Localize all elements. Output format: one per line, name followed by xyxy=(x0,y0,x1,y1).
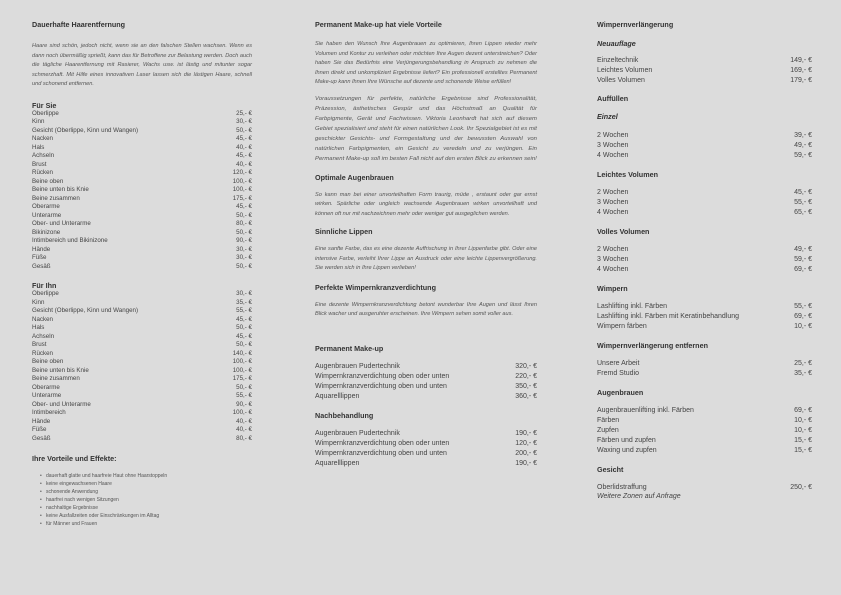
service-name: Augenbrauen Pudertechnik xyxy=(315,362,400,370)
service-name: Wimpernkranzverdichtung oben oder unten xyxy=(315,372,450,380)
service-price: 100,- € xyxy=(232,366,252,374)
for-her-price-list xyxy=(32,110,252,272)
price-row xyxy=(32,367,252,376)
service-price: 175,- € xyxy=(232,375,252,382)
service-price: 45,- € xyxy=(236,135,252,142)
refill-single-title: Einzel xyxy=(597,112,618,121)
price-row xyxy=(597,56,812,66)
eyebrows-title: Optimale Augenbrauen xyxy=(315,172,394,182)
service-name: 4 Wochen xyxy=(597,266,629,273)
service-price: 50,- € xyxy=(236,324,252,331)
price-row xyxy=(32,392,252,401)
price-row xyxy=(597,302,812,312)
service-price: 350,- € xyxy=(515,382,537,390)
service-price: 50,- € xyxy=(236,228,252,236)
price-row xyxy=(597,265,812,275)
price-row xyxy=(597,446,812,456)
service-name: Fremd Studio xyxy=(597,370,640,377)
pmu-price-list xyxy=(315,362,537,402)
service-name: Augenbrauenlifting inkl. Färben xyxy=(597,407,694,414)
face-note: Weitere Zonen auf Anfrage xyxy=(597,493,681,500)
price-row xyxy=(32,409,252,418)
service-name: Gesicht (Oberlippe, Kinn und Wangen) xyxy=(32,126,139,134)
price-row xyxy=(597,369,812,379)
service-price: 360,- € xyxy=(515,392,537,400)
service-name: Oberarme xyxy=(32,383,60,391)
service-price: 80,- € xyxy=(236,434,252,442)
price-row xyxy=(32,254,252,263)
lash-removal-title: Wimpernverlängerung entfernen xyxy=(597,341,708,350)
price-row xyxy=(597,151,812,161)
service-name: Unterarme xyxy=(32,392,62,399)
price-row xyxy=(32,341,252,350)
service-name: Aquarelllippen xyxy=(315,392,360,400)
price-row xyxy=(597,359,812,369)
price-row xyxy=(32,435,252,444)
service-name: Beine zusammen xyxy=(32,194,80,202)
price-row xyxy=(32,144,252,153)
service-price: 65,- € xyxy=(794,209,812,216)
service-name: Beine unten bis Knie xyxy=(32,186,89,193)
service-price: 80,- € xyxy=(236,220,252,227)
service-name: Oberlippe xyxy=(32,290,59,297)
service-name: Volles Volumen xyxy=(597,77,645,84)
service-name: 2 Wochen xyxy=(597,132,629,139)
service-name: Beine oben xyxy=(32,358,64,365)
service-price: 90,- € xyxy=(236,237,252,244)
lashes-price-list xyxy=(597,302,812,332)
price-row xyxy=(32,229,252,238)
pmu-prices-title: Permanent Make-up xyxy=(315,343,384,353)
new-set-title: Neuauflage xyxy=(597,39,636,48)
service-name: Gesäß xyxy=(32,262,51,270)
hair-removal-intro: Haare sind schön, jedoch nicht, wenn sie an den falschen Stellen wachsen. Wenn es dann noch übermäßig sprießt, kann das für Betroffene zur Belastung werden. Doch auch die tägliche Haarentfernung mit Rasierer, Wachs usw. ist lästig und mitunter sogar schmerzhaft. Mit Hilfe eines innovativen Laser lassen sich die lästigen Haare, schnell und schonend entfernen. xyxy=(32,43,252,87)
price-row xyxy=(32,169,252,178)
lash-extension-column xyxy=(597,20,812,500)
service-name: Rücken xyxy=(32,349,53,357)
service-name: 2 Wochen xyxy=(597,246,629,253)
service-name: Lashlifting inkl. Färben xyxy=(597,303,668,310)
service-name: Hände xyxy=(32,245,51,253)
service-name: Oberlidstraffung xyxy=(597,484,647,491)
service-name: Waxing und zupfen xyxy=(597,447,657,454)
service-price: 55,- € xyxy=(236,307,252,314)
service-price: 120,- € xyxy=(515,439,537,447)
service-price: 69,- € xyxy=(794,266,812,273)
service-price: 40,- € xyxy=(236,426,252,433)
new-set-price-list xyxy=(597,56,812,86)
service-price: 50,- € xyxy=(236,341,252,348)
price-row xyxy=(32,195,252,204)
service-price: 100,- € xyxy=(232,177,252,185)
price-row xyxy=(597,66,812,76)
eyebrows-text: So kann man bei einer unvorteilhaften Form traurig, müde , erstaunt oder gar ernst wirken. Spärliche oder ungleich wachsende Augenbrauen wirken unvorteilhaft und können oft nur mit nachzeichnen mehr oder weniger gut ausgeglichen werden. xyxy=(315,191,537,217)
price-row xyxy=(32,324,252,333)
service-name: Nacken xyxy=(32,315,53,323)
service-name: Aquarelllippen xyxy=(315,459,360,467)
price-row xyxy=(32,186,252,195)
price-row xyxy=(32,299,252,308)
price-row xyxy=(597,322,812,332)
hair-removal-column xyxy=(32,20,252,528)
for-him-title: Für Ihn xyxy=(32,281,57,290)
lashline-text: Eine dezente Wimpernkranzverdichtung betont wunderbar Ihre Augen und lässt Ihren Blick wacher und ausgeruhter erscheinen. Ihre Wimpern sehen somit voller aus. xyxy=(315,301,537,317)
price-row xyxy=(315,382,537,392)
service-price: 45,- € xyxy=(236,332,252,340)
benefits-list xyxy=(40,472,252,528)
service-price: 49,- € xyxy=(794,246,812,253)
service-name: Brust xyxy=(32,160,47,168)
service-name: Unterarme xyxy=(32,211,62,219)
price-row xyxy=(597,406,812,416)
service-name: Wimpernkranzverdichtung oben und unten xyxy=(315,449,447,457)
price-row xyxy=(597,131,812,141)
service-price: 30,- € xyxy=(236,254,252,261)
price-row xyxy=(597,198,812,208)
service-name: 3 Wochen xyxy=(597,142,629,149)
service-name: Ober- und Unterarme xyxy=(32,220,91,227)
service-name: Wimpernkranzverdichtung oben und unten xyxy=(315,382,447,390)
lashes-title: Wimpern xyxy=(597,284,628,293)
lips-text: Eine sanfte Farbe, das es eine dezente Auffrischung in Ihrer Lippenfarbe gibt. Oder eine intensive Farbe, verleiht Ihrer Lippe an Ausdruck oder eine leichte Lippenvergrößerung. Sie werden sich in Ihre Lippen verlieben! xyxy=(315,246,537,271)
service-price: 45,- € xyxy=(794,189,812,196)
service-price: 250,- € xyxy=(790,484,812,491)
service-name: Achseln xyxy=(32,332,55,340)
service-name: Gesäß xyxy=(32,434,51,442)
service-name: Brust xyxy=(32,341,47,348)
price-row xyxy=(597,76,812,86)
price-row xyxy=(597,245,812,255)
lash-extension-title: Wimpernverlängerung xyxy=(597,20,674,29)
price-row xyxy=(32,307,252,316)
price-row xyxy=(315,449,537,459)
service-price: 220,- € xyxy=(515,372,537,380)
service-name: Bikinizone xyxy=(32,228,61,236)
service-price: 55,- € xyxy=(794,199,812,206)
price-row xyxy=(597,312,812,322)
benefit-item: • keine Ausfallzeiten oder Einschränkungen im Alltag xyxy=(40,512,252,520)
face-title: Gesicht xyxy=(597,465,624,474)
price-row xyxy=(32,118,252,127)
price-row xyxy=(32,350,252,359)
price-row xyxy=(32,375,252,384)
refill-single-price-list xyxy=(597,131,812,161)
price-row xyxy=(597,255,812,265)
service-name: Rücken xyxy=(32,169,53,176)
price-row xyxy=(315,392,537,402)
service-price: 45,- € xyxy=(236,315,252,323)
price-row xyxy=(597,426,812,436)
service-price: 59,- € xyxy=(794,256,812,263)
service-price: 100,- € xyxy=(232,358,252,365)
pmu-title: Permanent Make-up hat viele Vorteile xyxy=(315,20,442,29)
price-row xyxy=(597,188,812,198)
service-name: Färben und zupfen xyxy=(597,437,656,444)
service-price: 39,- € xyxy=(794,132,812,139)
price-row xyxy=(315,459,537,469)
service-name: Lashlifting inkl. Färben mit Keratinbehandlung xyxy=(597,313,740,320)
service-price: 69,- € xyxy=(794,407,812,414)
service-name: Augenbrauen Pudertechnik xyxy=(315,429,400,437)
service-price: 55,- € xyxy=(236,392,252,399)
price-row xyxy=(597,141,812,151)
service-name: Beine zusammen xyxy=(32,375,80,382)
benefits-title: Ihre Vorteile und Effekte: xyxy=(32,454,117,463)
service-price: 10,- € xyxy=(794,427,812,434)
service-price: 45,- € xyxy=(236,152,252,159)
service-name: Achseln xyxy=(32,152,55,159)
service-price: 50,- € xyxy=(236,126,252,134)
service-price: 25,- € xyxy=(794,360,812,367)
price-row xyxy=(597,208,812,218)
service-price: 50,- € xyxy=(236,383,252,391)
service-price: 100,- € xyxy=(232,409,252,416)
price-row xyxy=(32,358,252,367)
benefit-item: • dauerhaft glatte und haarfreie Haut ohne Haarstoppeln xyxy=(40,472,252,480)
price-row xyxy=(32,110,252,119)
service-name: Beine unten bis Knie xyxy=(32,366,89,374)
service-price: 15,- € xyxy=(794,447,812,454)
service-price: 200,- € xyxy=(515,449,537,457)
service-price: 149,- € xyxy=(790,57,812,64)
touchup-price-list xyxy=(315,429,537,469)
service-price: 49,- € xyxy=(794,142,812,149)
eyebrow-services-price-list xyxy=(597,406,812,456)
service-price: 175,- € xyxy=(232,194,252,202)
service-price: 169,- € xyxy=(790,67,812,74)
price-row xyxy=(32,127,252,136)
price-row xyxy=(32,316,252,325)
service-price: 140,- € xyxy=(232,349,252,357)
service-price: 15,- € xyxy=(794,437,812,444)
service-name: Beine oben xyxy=(32,177,64,185)
service-name: Wimpern färben xyxy=(597,323,647,330)
service-name: Intimbereich und Bikinizone xyxy=(32,237,108,244)
price-row xyxy=(597,483,812,493)
service-name: 4 Wochen xyxy=(597,209,629,216)
service-name: Einzeltechnik xyxy=(597,57,639,64)
price-row xyxy=(32,237,252,246)
hair-removal-title: Dauerhafte Haarentfernung xyxy=(32,20,126,29)
price-row xyxy=(32,220,252,229)
service-name: Gesicht (Oberlippe, Kinn und Wangen) xyxy=(32,307,139,314)
service-name: Kinn xyxy=(32,118,45,125)
service-name: Füße xyxy=(32,426,47,433)
service-price: 40,- € xyxy=(236,417,252,425)
benefit-item: • keine eingewachsenen Haare xyxy=(40,480,252,488)
price-row xyxy=(32,418,252,427)
price-row xyxy=(32,203,252,212)
service-price: 190,- € xyxy=(515,429,537,437)
service-price: 55,- € xyxy=(794,303,812,310)
benefit-item: • nachhaltige Ergebnisse xyxy=(40,504,252,512)
price-row xyxy=(32,290,252,299)
price-row xyxy=(32,178,252,187)
service-name: Oberlippe xyxy=(32,109,59,117)
price-row xyxy=(32,161,252,170)
face-price-list xyxy=(597,483,812,493)
service-price: 25,- € xyxy=(236,109,252,117)
service-name: Hals xyxy=(32,143,45,151)
price-row xyxy=(32,212,252,221)
lips-title: Sinnliche Lippen xyxy=(315,227,373,236)
for-her-title: Für Sie xyxy=(32,100,57,110)
price-row xyxy=(32,333,252,342)
service-price: 40,- € xyxy=(236,160,252,168)
price-row xyxy=(315,439,537,449)
service-name: Ober- und Unterarme xyxy=(32,400,91,408)
service-price: 10,- € xyxy=(794,323,812,330)
service-name: Intimbereich xyxy=(32,409,66,416)
price-row xyxy=(597,436,812,446)
service-name: Unsere Arbeit xyxy=(597,360,640,367)
price-row xyxy=(32,426,252,435)
service-name: Färben xyxy=(597,417,620,424)
price-row xyxy=(32,135,252,144)
service-price: 50,- € xyxy=(236,211,252,219)
service-name: Oberarme xyxy=(32,203,60,210)
service-price: 10,- € xyxy=(794,417,812,424)
service-price: 90,- € xyxy=(236,400,252,408)
service-name: Zupfen xyxy=(597,427,619,434)
service-price: 50,- € xyxy=(236,262,252,270)
service-name: 3 Wochen xyxy=(597,199,629,206)
permanent-makeup-column xyxy=(315,20,537,469)
refill-light-volume-price-list xyxy=(597,188,812,218)
benefit-item: • für Männer und Frauen xyxy=(40,520,252,528)
price-row xyxy=(597,416,812,426)
benefit-item: • haarfrei nach wenigen Sitzungen xyxy=(40,496,252,504)
service-price: 59,- € xyxy=(794,152,812,159)
service-name: Füße xyxy=(32,254,47,261)
service-price: 30,- € xyxy=(236,245,252,253)
service-name: Hände xyxy=(32,417,51,425)
for-him-price-list xyxy=(32,290,252,443)
price-row xyxy=(315,372,537,382)
lashline-title: Perfekte Wimpernkranzverdichtung xyxy=(315,282,436,292)
pmu-requirements: Voraussetzungen für perfekte, natürliche Ergebnisse sind Professionalität, Präzession, ästhetisches Gespür und das Höchstmaß an Qualität für Farbpigmente, Gerät und Fachwissen. Viktoria Leonhardt hat sich auf diesem Gebiet spezialisiert und steht für einen natürlichen Look. Ihr Spezialgebiet ist es mit geschickter Gesichts- und Formgestaltung und der bewussten Auswahl von natürlichen Farbpigmenten, ein Gesicht zu veredeln und zu verjüngen. Ein Permanent Make-up soll im besten Fall nicht auf den ersten Blick zu erkennen sein! xyxy=(315,95,537,162)
service-price: 35,- € xyxy=(236,298,252,306)
eyebrow-services-title: Augenbrauen xyxy=(597,388,644,397)
service-name: 4 Wochen xyxy=(597,152,629,159)
service-price: 69,- € xyxy=(794,313,812,320)
touchup-title: Nachbehandlung xyxy=(315,410,374,420)
price-row xyxy=(32,263,252,272)
service-name: 3 Wochen xyxy=(597,256,629,263)
service-name: Wimpernkranzverdichtung oben oder unten xyxy=(315,439,450,447)
service-price: 190,- € xyxy=(515,459,537,467)
refill-full-volume-title: Volles Volumen xyxy=(597,227,650,236)
refill-full-volume-price-list xyxy=(597,245,812,275)
service-price: 40,- € xyxy=(236,143,252,151)
service-name: Leichtes Volumen xyxy=(597,67,653,74)
service-name: Nacken xyxy=(32,135,53,142)
pmu-intro: Sie haben den Wunsch Ihre Augenbrauen zu optimieren, Ihren Lippen wieder mehr Volumen und Kontur zu verleihen oder möchten Ihre Augen dezent unterstreichen? Oder haben Sie das Bedürfnis eine Verjüngerungsbehandlung in Anspruch zu nehmen die Ihnen direkt und unkompliziert Ergebnisse liefert? Ein professionell erstelltes Permanent Make-up kann Ihnen Ihre Wünsche auf dezente und schonende Weise erfüllen! xyxy=(315,41,537,85)
price-row xyxy=(315,429,537,439)
benefit-item: • schonende Anwendung xyxy=(40,488,252,496)
service-name: 2 Wochen xyxy=(597,189,629,196)
price-row xyxy=(32,384,252,393)
price-row xyxy=(32,246,252,255)
price-row xyxy=(32,152,252,161)
service-price: 100,- € xyxy=(232,186,252,193)
service-price: 45,- € xyxy=(236,203,252,210)
price-row xyxy=(32,401,252,410)
refill-title: Auffüllen xyxy=(597,94,629,103)
service-price: 35,- € xyxy=(794,370,812,377)
lash-removal-price-list xyxy=(597,359,812,379)
service-price: 120,- € xyxy=(232,169,252,176)
service-price: 30,- € xyxy=(236,290,252,297)
service-price: 30,- € xyxy=(236,118,252,125)
service-name: Hals xyxy=(32,324,45,331)
service-name: Kinn xyxy=(32,298,45,306)
service-price: 320,- € xyxy=(515,362,537,370)
service-price: 179,- € xyxy=(790,77,812,84)
refill-light-volume-title: Leichtes Volumen xyxy=(597,170,658,179)
price-row xyxy=(315,362,537,372)
